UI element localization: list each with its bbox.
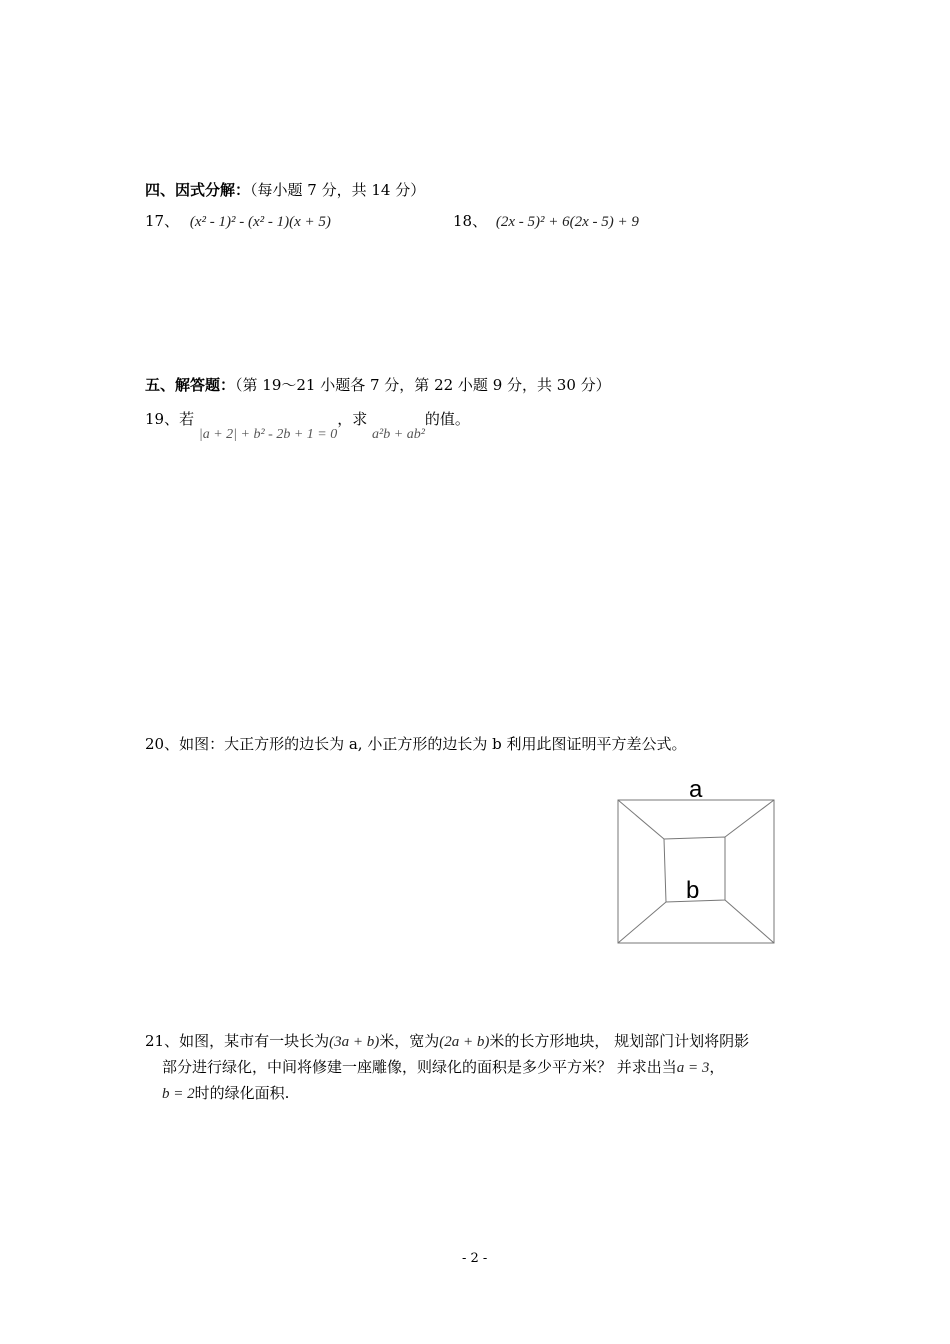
q17-number: 17、 <box>145 212 180 230</box>
section-4-note: （每小题 7 分，共 14 分） <box>250 181 426 199</box>
q21-text-1a: 21、如图，某市有一块长为 <box>145 1032 330 1050</box>
question-21-line-1 <box>145 1030 749 1051</box>
q21-text-1b: 米，宽为 <box>379 1032 440 1050</box>
figure-label-a: a <box>689 776 703 803</box>
question-17 <box>145 210 331 231</box>
q19-condition: |a + 2| + b² - 2b + 1 = 0 <box>198 427 338 442</box>
section-5-heading <box>145 374 611 395</box>
q21-width: (2a + b) <box>439 1034 490 1050</box>
question-21-line-3 <box>162 1082 289 1103</box>
q21-text-3: 时的绿化面积. <box>194 1084 290 1102</box>
section-4-heading <box>145 179 425 200</box>
q17-expression: (x² - 1)² - (x² - 1)(x + 5) <box>189 214 331 230</box>
q19-target: a²b + ab² <box>372 427 425 442</box>
figure-label-b: b <box>686 877 700 904</box>
q19-number: 19、 <box>145 410 180 428</box>
section-5-note: （第 19～21 小题各 7 分，第 22 小题 9 分，共 30 分） <box>235 376 611 394</box>
outer-square <box>618 800 774 943</box>
q21-text-2: 部分进行绿化，中间将修建一座雕像，则绿化的面积是多少平方米？ 并求出当 <box>162 1058 677 1076</box>
diagonal-top-left <box>618 800 664 839</box>
q19-post: 的值。 <box>424 410 470 428</box>
q21-length: (3a + b) <box>329 1034 380 1050</box>
q19-pre: 若 <box>179 410 195 428</box>
diagonal-top-right <box>725 800 774 837</box>
page-number: - 2 - <box>462 1251 488 1266</box>
section-5-title: 五、解答题： <box>145 376 236 394</box>
q21-text-1c: 米的长方形地块， 规划部门计划将阴影 <box>489 1032 750 1050</box>
question-21-line-2 <box>162 1056 724 1077</box>
q18-expression: (2x - 5)² + 6(2x - 5) + 9 <box>495 214 639 230</box>
diagonal-bottom-left <box>618 902 666 943</box>
q21-comma: ， <box>709 1058 725 1076</box>
q19-mid: ，求 <box>337 410 368 428</box>
question-19 <box>145 408 470 442</box>
question-18 <box>453 210 639 231</box>
section-4-title: 四、因式分解： <box>145 181 251 199</box>
q18-number: 18、 <box>453 212 488 230</box>
q21-b-value: b = 2 <box>162 1086 195 1102</box>
question-20: 20、如图：大正方形的边长为 a, 小正方形的边长为 b 利用此图证明平方差公式。 <box>145 735 687 753</box>
diagonal-bottom-right <box>725 900 774 943</box>
q21-a-value: a = 3 <box>676 1060 710 1076</box>
